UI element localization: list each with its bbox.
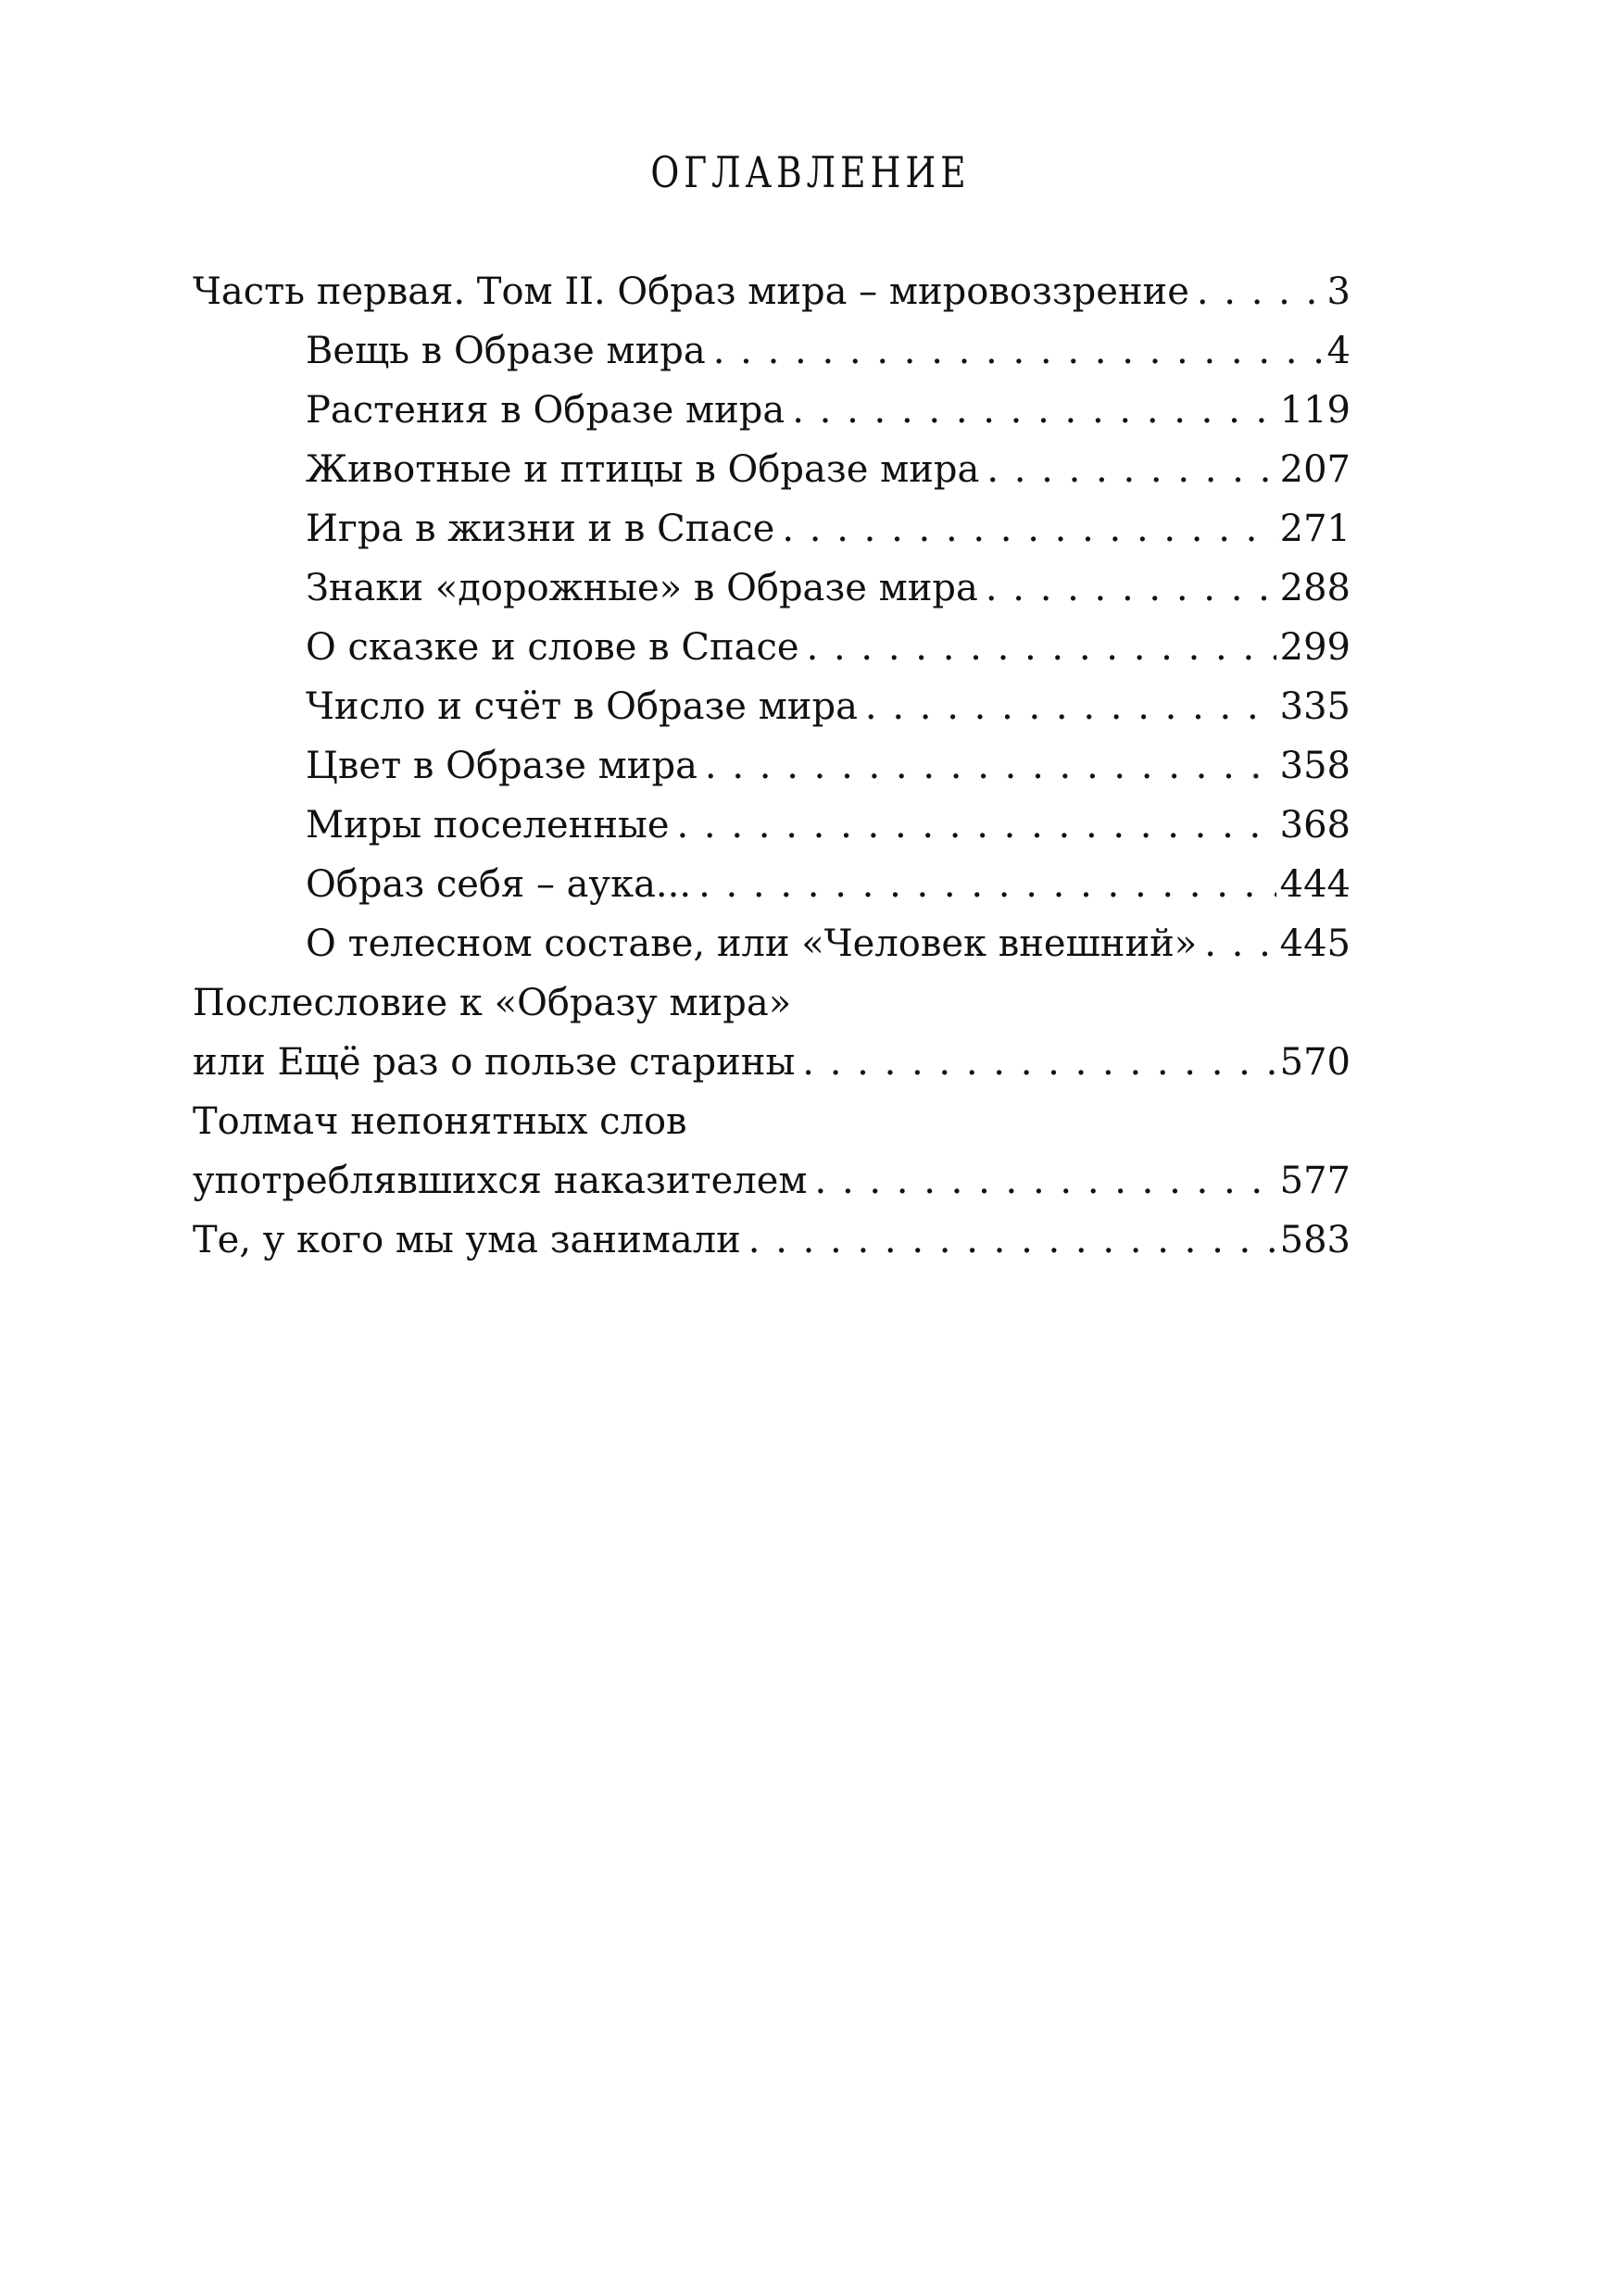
toc-entry-title: Животные и птицы в Образе мира — [306, 440, 986, 499]
toc-entry — [193, 618, 1351, 677]
toc-entry — [193, 973, 1351, 1033]
toc-leader-dots — [802, 1033, 1275, 1092]
toc-entry-page: 271 — [1276, 499, 1351, 558]
toc-entry — [193, 440, 1351, 499]
toc-entry — [193, 1033, 1351, 1092]
toc-leader-dots — [986, 558, 1276, 618]
toc-entry-page: 335 — [1276, 677, 1351, 736]
toc-entry-title: Число и счёт в Образе мира — [306, 677, 865, 736]
toc-entry-title: Растения в Образе мира — [306, 381, 792, 440]
toc-entry-page: 3 — [1324, 262, 1351, 321]
toc-entry-title: Образ себя – аука... — [306, 855, 698, 914]
toc-entry-page: 299 — [1276, 618, 1351, 677]
toc-leader-dots — [986, 440, 1275, 499]
toc-entry — [193, 262, 1351, 321]
toc-entry — [193, 499, 1351, 558]
toc-entry-page: 368 — [1276, 796, 1351, 855]
toc-entry — [193, 736, 1351, 796]
toc-entry-title: Толмач непонятных слов — [193, 1092, 687, 1151]
toc-leader-dots — [705, 736, 1276, 796]
toc-entry — [193, 1211, 1351, 1270]
toc-entry-page: 577 — [1276, 1151, 1351, 1211]
toc-entry-title: Часть первая. Том II. Образ мира – мировоззрение — [193, 262, 1197, 321]
toc-entry-page: 119 — [1276, 381, 1351, 440]
toc-leader-dots — [865, 677, 1276, 736]
toc-leader-dots — [748, 1211, 1276, 1270]
toc-entry-title: употреблявшихся наказителем — [193, 1151, 815, 1211]
toc-entry — [193, 1092, 1351, 1151]
toc-entry-page: 288 — [1276, 558, 1351, 618]
toc-entry-page: 4 — [1324, 321, 1351, 381]
toc-leader-dots — [677, 796, 1276, 855]
toc-entry — [193, 796, 1351, 855]
toc-leader-dots — [698, 855, 1276, 914]
toc-entry-page: 570 — [1276, 1033, 1351, 1092]
toc-leader-dots — [815, 1151, 1276, 1211]
toc-leader-dots — [1204, 914, 1275, 973]
toc-entry-title: О телесном составе, или «Человек внешний» — [306, 914, 1204, 973]
toc-leader-dots — [782, 499, 1275, 558]
toc-entry-title: Знаки «дорожные» в Образе мира — [306, 558, 986, 618]
toc-leader-dots — [713, 321, 1324, 381]
toc-entry-page: 445 — [1276, 914, 1351, 973]
toc-entry-title: Миры поселенные — [306, 796, 677, 855]
toc-entry-title: Вещь в Образе мира — [306, 321, 713, 381]
toc-entry — [193, 321, 1351, 381]
page-title: ОГЛАВЛЕНИЕ — [650, 146, 971, 197]
toc-leader-dots — [1197, 262, 1324, 321]
toc-entry-title: Те, у кого мы ума занимали — [193, 1211, 748, 1270]
toc-entry-page: 207 — [1276, 440, 1351, 499]
toc-entry-title: или Ещё раз о пользе старины — [193, 1033, 802, 1092]
toc-entry-title: О сказке и слове в Спасе — [306, 618, 807, 677]
toc-entry-page: 583 — [1276, 1211, 1351, 1270]
toc-entry-page: 444 — [1276, 855, 1351, 914]
table-of-contents — [193, 262, 1351, 1270]
toc-leader-dots — [792, 381, 1275, 440]
toc-entry — [193, 558, 1351, 618]
toc-entry — [193, 1151, 1351, 1211]
toc-entry — [193, 381, 1351, 440]
toc-entry — [193, 855, 1351, 914]
toc-entry-title: Игра в жизни и в Спасе — [306, 499, 782, 558]
toc-leader-dots — [807, 618, 1276, 677]
toc-entry-page: 358 — [1276, 736, 1351, 796]
toc-entry — [193, 677, 1351, 736]
toc-entry — [193, 914, 1351, 973]
toc-entry-title: Послесловие к «Образу мира» — [193, 973, 791, 1033]
toc-entry-title: Цвет в Образе мира — [306, 736, 705, 796]
